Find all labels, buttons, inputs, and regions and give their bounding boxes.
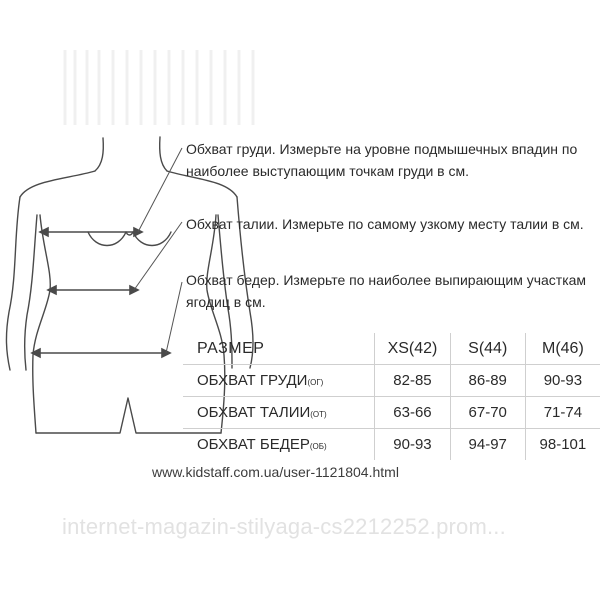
watermark-text: internet-magazin-stilyaga-cs2212252.prom... xyxy=(62,514,506,539)
size-header-m: M(46) xyxy=(525,333,600,365)
table-cell: 94-97 xyxy=(450,429,525,461)
row-label-hips xyxy=(183,429,375,461)
row-label-waist xyxy=(183,397,375,429)
row-label-text: ОБХВАТ ТАЛИИ xyxy=(197,404,311,421)
row-label-text: ОБХВАТ БЕДЕР xyxy=(197,436,310,453)
size-header-label: РАЗМЕР xyxy=(183,333,375,365)
size-header-s: S(44) xyxy=(450,333,525,365)
hips-measure-note: Обхват бедер. Измерьте по наиболее выпирающим участкам ягодиц в см. xyxy=(186,272,587,310)
row-label-chest xyxy=(183,365,375,397)
table-cell: 63-66 xyxy=(375,397,450,429)
table-row xyxy=(183,365,600,397)
table-cell: 82-85 xyxy=(375,365,450,397)
row-label-abbr: (ОТ) xyxy=(310,410,327,419)
table-cell: 86-89 xyxy=(450,365,525,397)
row-label-abbr: (ОГ) xyxy=(307,378,324,387)
size-header-xs: XS(42) xyxy=(375,333,450,365)
table-cell: 90-93 xyxy=(375,429,450,461)
table-cell: 67-70 xyxy=(450,397,525,429)
table-cell: 98-101 xyxy=(525,429,600,461)
size-table xyxy=(183,333,600,460)
table-cell: 71-74 xyxy=(525,397,600,429)
row-label-text: ОБХВАТ ГРУДИ xyxy=(197,372,308,389)
table-cell: 90-93 xyxy=(525,365,600,397)
table-row xyxy=(183,429,600,461)
row-label-abbr: (ОБ) xyxy=(309,442,327,451)
size-table-header-row xyxy=(183,333,600,365)
chest-measure-note: Обхват груди. Измерьте на уровне подмышечных впадин по наиболее выступающим точкам груди в см. xyxy=(186,141,578,179)
table-row xyxy=(183,397,600,429)
source-url: www.kidstaff.com.ua/user-1121804.html xyxy=(152,464,399,480)
waist-measure-note: Обхват талии. Измерьте по самому узкому месту талии в см. xyxy=(186,216,584,232)
